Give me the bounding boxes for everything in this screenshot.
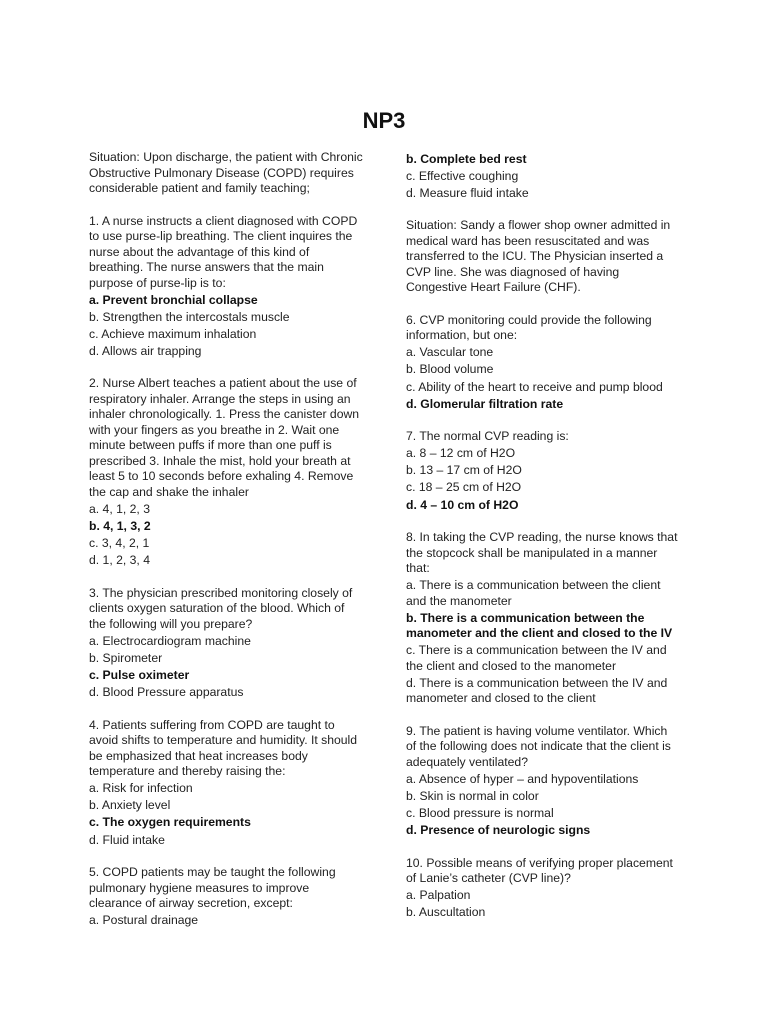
answer-option-correct: d. Presence of neurologic signs xyxy=(406,823,591,838)
question-text: 6. CVP monitoring could provide the following information, but one: xyxy=(406,312,652,343)
answer-option: a. Risk for infection xyxy=(89,781,193,796)
answer-option: d. Allows air trapping xyxy=(89,343,202,358)
answer-option-correct: a. Prevent bronchial collapse xyxy=(89,292,258,307)
answer-option: a. 8 – 12 cm of H2O xyxy=(406,446,516,461)
question-text: 1. A nurse instructs a client diagnosed with COPD to use purse-lip breathing. The client inquires the nurse about the advantage of this kind of breathing. The nurse answers that the main purpose of purse-lip is to: xyxy=(89,213,358,290)
situation-block xyxy=(406,218,678,296)
question-block xyxy=(89,586,364,701)
situation-text: Situation: Upon discharge, the patient with Chronic Obstructive Pulmonary Disease (COPD) requires considerable patient and family teaching; xyxy=(89,150,363,195)
answer-option-correct: c. The oxygen requirements xyxy=(89,815,251,830)
answer-option: b. Spirometer xyxy=(89,650,163,665)
question-block xyxy=(89,376,364,568)
answer-option: d. Fluid intake xyxy=(89,832,165,847)
question-text: 3. The physician prescribed monitoring closely of clients oxygen saturation of the blood. Which of the following will you prepare? xyxy=(89,585,353,631)
left-column xyxy=(89,150,364,946)
answer-option: d. Blood Pressure apparatus xyxy=(89,685,244,700)
answer-option: c. 18 – 25 cm of H2O xyxy=(406,480,522,495)
question-block xyxy=(89,718,364,848)
answer-option: a. 4, 1, 2, 3 xyxy=(89,501,150,516)
answer-option-correct: d. Glomerular filtration rate xyxy=(406,396,564,411)
question-block xyxy=(406,530,678,707)
question-text: 9. The patient is having volume ventilator. Which of the following does not indicate that the client is adequately ventilated? xyxy=(406,723,671,769)
answer-option: b. 13 – 17 cm of H2O xyxy=(406,463,522,478)
answer-option: c. Ability of the heart to receive and pump blood xyxy=(406,379,663,394)
answer-option: a. Absence of hyper – and hypoventilations xyxy=(406,772,639,786)
answer-option: c. Effective coughing xyxy=(406,168,519,183)
right-column xyxy=(406,150,678,938)
answer-option: a. Vascular tone xyxy=(406,345,494,360)
situation-text: Situation: Sandy a flower shop owner admitted in medical ward has been resuscitated and was transferred to the ICU. The Physician inserted a CVP line. She was diagnosed of having Congestive Heart Failure (CHF). xyxy=(406,218,671,295)
answer-option: d. Measure fluid intake xyxy=(406,185,529,200)
answer-option: a. Palpation xyxy=(406,888,471,903)
question-block xyxy=(406,724,678,839)
answer-option-correct: d. 4 – 10 cm of H2O xyxy=(406,497,519,512)
answer-option: a. Electrocardiogram machine xyxy=(89,633,251,648)
answer-option: a. There is a communication between the client and the manometer xyxy=(406,578,661,608)
answer-option-correct: b. Complete bed rest xyxy=(406,151,527,166)
question-block xyxy=(89,865,364,929)
answer-option: d. 1, 2, 3, 4 xyxy=(89,553,150,568)
question-text: 10. Possible means of verifying proper placement of Lanie’s catheter (CVP line)? xyxy=(406,855,673,886)
answer-option: b. Anxiety level xyxy=(89,798,171,813)
question-block xyxy=(406,313,678,412)
answer-option: c. Achieve maximum inhalation xyxy=(89,326,257,341)
page-title: NP3 xyxy=(362,108,406,133)
answer-option: b. Skin is normal in color xyxy=(406,789,539,804)
answer-option: b. Auscultation xyxy=(406,905,486,920)
answer-option-correct: b. There is a communication between the manometer and the client and closed to the IV xyxy=(406,610,673,641)
question-text: 7. The normal CVP reading is: xyxy=(406,429,569,444)
situation-block xyxy=(89,150,364,197)
answer-option: b. Strengthen the intercostals muscle xyxy=(89,309,290,324)
question-text: 4. Patients suffering from COPD are taught to avoid shifts to temperature and humidity. It should be emphasized that heat increases body temperature and thereby raising the: xyxy=(89,717,358,779)
question-text: 5. COPD patients may be taught the following pulmonary hygiene measures to improve clearance of airway secretion, except: xyxy=(89,865,336,910)
answer-option-correct: b. 4, 1, 3, 2 xyxy=(89,519,151,534)
answer-option: c. There is a communication between the IV and the client and closed to the manometer xyxy=(406,643,667,673)
answer-option: a. Postural drainage xyxy=(89,913,199,928)
answer-option: b. Blood volume xyxy=(406,362,494,377)
answer-option: c. Blood pressure is normal xyxy=(406,806,554,821)
answer-option: d. There is a communication between the IV and manometer and closed to the client xyxy=(406,675,668,706)
question-block xyxy=(406,429,678,513)
answer-option: c. 3, 4, 2, 1 xyxy=(89,536,150,551)
question-text: 8. In taking the CVP reading, the nurse knows that the stopcock shall be manipulated in a manner that: xyxy=(406,530,678,576)
answer-option-correct: c. Pulse oximeter xyxy=(89,668,190,683)
continued-options-block xyxy=(406,152,678,202)
question-block xyxy=(406,856,678,921)
question-block xyxy=(89,214,364,360)
question-text: 2. Nurse Albert teaches a patient about the use of respiratory inhaler. Arrange the steps in using an inhaler chronologically. 1. Press the canister down with your fingers as you breathe in 2. Wait one minute between puffs if more than one puff is prescribed 3. Inhale the mist, hold your breath at least 5 to 10 seconds before exhaling 4. Remove the cap and shake the inhaler xyxy=(89,376,360,499)
